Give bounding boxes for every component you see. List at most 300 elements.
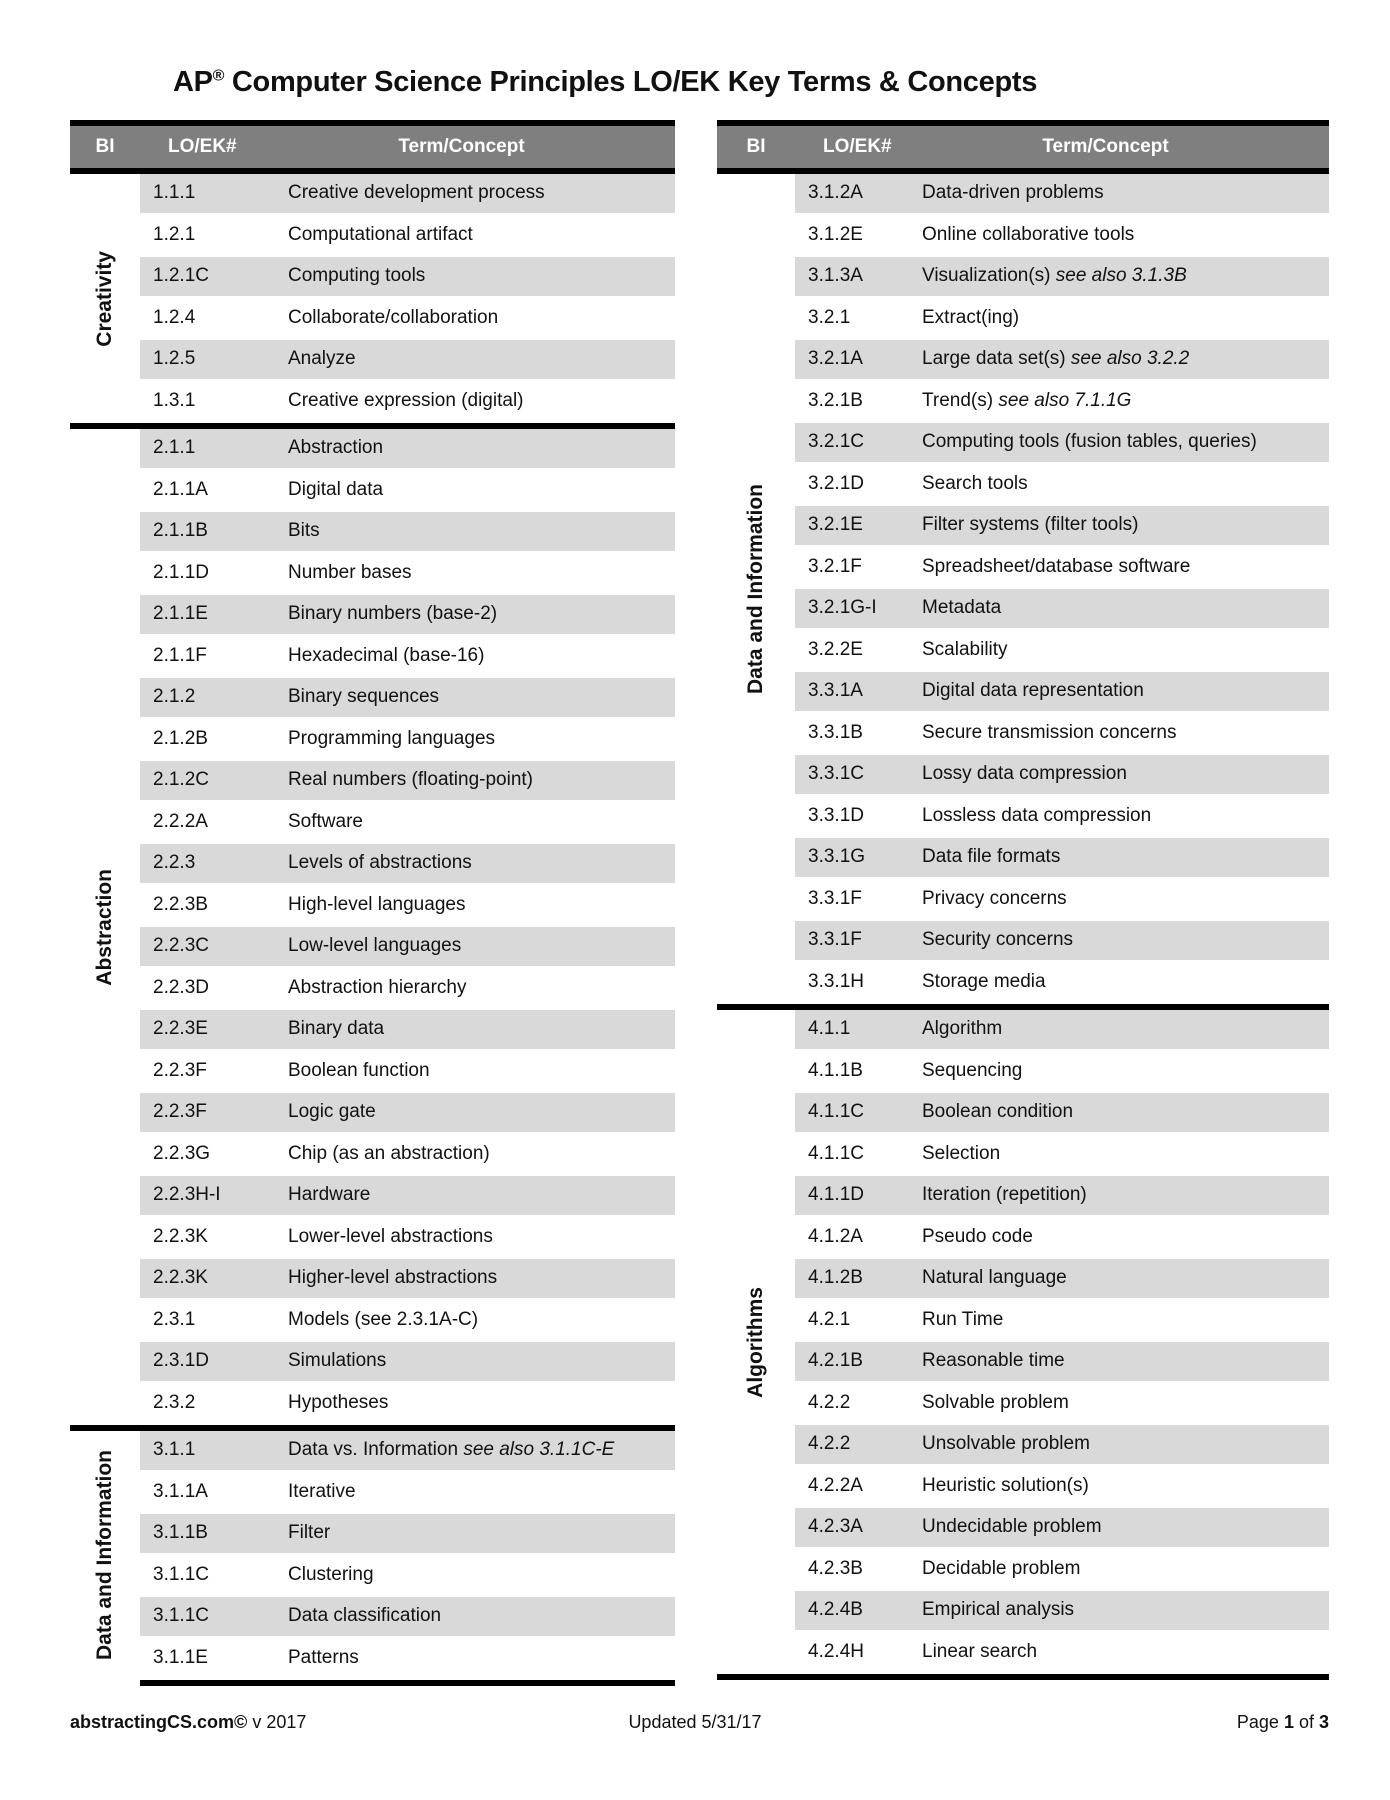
term-concept: Levels of abstractions: [288, 852, 472, 874]
row-body: [795, 838, 1329, 880]
lo-ek-code: 2.2.3D: [153, 976, 209, 998]
left-table-header: [70, 120, 675, 174]
term-concept: Scalability: [922, 638, 1008, 660]
row-body: [795, 1093, 1329, 1135]
row-body: [795, 340, 1329, 382]
table-row: [70, 512, 675, 554]
lo-ek-code: 3.1.1E: [153, 1646, 208, 1668]
lo-ek-code: 3.3.1A: [808, 680, 863, 702]
table-row: [70, 720, 675, 762]
term-concept: Decidable problem: [922, 1557, 1081, 1579]
table-row: [70, 927, 675, 969]
table-row: [717, 1052, 1329, 1094]
section-rows: [717, 174, 1329, 1004]
bi-label: [70, 429, 140, 1425]
term-concept: Sequencing: [922, 1059, 1023, 1081]
table-row: [717, 1508, 1329, 1550]
row-body: [140, 1473, 675, 1515]
lo-ek-code: 2.2.3B: [153, 893, 208, 915]
lo-ek-code: 2.1.1E: [153, 603, 208, 625]
term-concept: Number bases: [288, 561, 412, 583]
term-concept: Trend(s) see also 7.1.1G: [922, 389, 1132, 411]
lo-ek-code: 4.2.3A: [808, 1516, 863, 1538]
table-row: [70, 1384, 675, 1426]
row-body: [795, 1259, 1329, 1301]
lo-ek-code: 2.1.2C: [153, 769, 209, 791]
table-row: [717, 1550, 1329, 1592]
title-text-rest: Computer Science Principles LO/EK Key Terms & Concepts: [224, 66, 1038, 98]
lo-ek-code: 2.2.3K: [153, 1267, 208, 1289]
table-row: [717, 1093, 1329, 1135]
term-concept: Boolean function: [288, 1059, 430, 1081]
lo-ek-code: 2.1.1B: [153, 520, 208, 542]
lo-ek-code: 4.2.1B: [808, 1350, 863, 1372]
row-body: [795, 1301, 1329, 1343]
term-concept: Analyze: [288, 348, 356, 370]
table-row: [70, 1556, 675, 1598]
bi-label-text: Abstraction: [93, 868, 116, 986]
lo-ek-code: 3.1.1: [153, 1439, 196, 1461]
term-concept: Filter: [288, 1522, 331, 1544]
term-concept: High-level languages: [288, 893, 466, 915]
row-body: [795, 1342, 1329, 1384]
term-concept: Hexadecimal (base-16): [288, 644, 485, 666]
term-concept: Programming languages: [288, 727, 496, 749]
term-concept: Pseudo code: [922, 1225, 1033, 1247]
term-concept: Binary sequences: [288, 686, 440, 708]
table-row: [70, 1342, 675, 1384]
lo-ek-code: 2.2.3F: [153, 1059, 207, 1081]
bi-label-text: Data and Information: [93, 1450, 116, 1661]
table-row: [717, 672, 1329, 714]
term-concept: Lossless data compression: [922, 804, 1152, 826]
lo-ek-code: 3.2.1D: [808, 472, 864, 494]
column-header-term: Term/Concept: [398, 136, 525, 157]
row-body: [140, 886, 675, 928]
term-concept: Spreadsheet/database software: [922, 555, 1191, 577]
lo-ek-code: 3.1.1B: [153, 1522, 208, 1544]
row-body: [140, 174, 675, 216]
table-row: [70, 595, 675, 637]
registered-mark: ®: [212, 67, 225, 85]
term-concept: Reasonable time: [922, 1350, 1065, 1372]
row-body: [795, 1010, 1329, 1052]
term-concept: Extract(ing): [922, 306, 1020, 328]
row-body: [795, 423, 1329, 465]
table-row: [70, 299, 675, 341]
table-row: [70, 554, 675, 596]
row-body: [140, 1342, 675, 1384]
table-row: [717, 1135, 1329, 1177]
page-total: 3: [1318, 1712, 1329, 1732]
table-row: [70, 382, 675, 424]
lo-ek-code: 2.2.3K: [153, 1225, 208, 1247]
table-row: [717, 1218, 1329, 1260]
left-table-body: [70, 174, 675, 1686]
row-body: [795, 174, 1329, 216]
row-body: [795, 714, 1329, 756]
lo-ek-code: 1.2.4: [153, 306, 196, 328]
term-concept: Digital data representation: [922, 680, 1144, 702]
table-row: [717, 838, 1329, 880]
lo-ek-code: 2.1.1F: [153, 644, 207, 666]
term-concept: Computational artifact: [288, 223, 473, 245]
term-concept: Privacy concerns: [922, 887, 1067, 909]
row-body: [140, 969, 675, 1011]
lo-ek-code: 3.2.1F: [808, 555, 862, 577]
row-body: [795, 1550, 1329, 1592]
bi-label-text: Creativity: [93, 250, 116, 347]
row-body: [140, 1010, 675, 1052]
bi-label: [70, 174, 140, 423]
term-concept: Iterative: [288, 1480, 356, 1502]
term-concept: Binary numbers (base-2): [288, 603, 498, 625]
term-concept: Security concerns: [922, 929, 1074, 951]
bi-label-text: Algorithms: [744, 1286, 767, 1398]
row-body: [140, 299, 675, 341]
row-body: [140, 1218, 675, 1260]
table-row: [70, 1176, 675, 1218]
bi-section-creativity: [70, 174, 675, 423]
lo-ek-code: 4.1.1: [808, 1018, 851, 1040]
table-row: [717, 1342, 1329, 1384]
row-body: [140, 1052, 675, 1094]
table-row: [70, 637, 675, 679]
term-concept: Higher-level abstractions: [288, 1267, 498, 1289]
term-concept: Patterns: [288, 1646, 359, 1668]
table-row: [717, 1010, 1329, 1052]
row-body: [140, 382, 675, 424]
bi-label-text: Data and Information: [744, 483, 767, 694]
row-body: [140, 1135, 675, 1177]
term-concept: Creative expression (digital): [288, 389, 524, 411]
term-concept: Models (see 2.3.1A-C): [288, 1308, 479, 1330]
row-body: [140, 595, 675, 637]
table-row: [70, 340, 675, 382]
term-concept: Software: [288, 810, 363, 832]
lo-ek-code: 3.1.2A: [808, 182, 863, 204]
term-concept: Run Time: [922, 1308, 1004, 1330]
term-concept: Boolean condition: [922, 1101, 1074, 1123]
table-row: [70, 844, 675, 886]
lo-ek-code: 3.3.1B: [808, 721, 863, 743]
lo-ek-code: 2.1.1D: [153, 561, 209, 583]
lo-ek-code: 3.1.3A: [808, 265, 863, 287]
term-concept: Iteration (repetition): [922, 1184, 1087, 1206]
table-row: [717, 340, 1329, 382]
table-row: [717, 880, 1329, 922]
lo-ek-code: 3.1.2E: [808, 223, 863, 245]
row-body: [795, 880, 1329, 922]
table-row: [717, 963, 1329, 1005]
see-also-reference: see also 3.1.1C-E: [463, 1439, 615, 1461]
see-also-reference: see also 3.2.2: [1070, 348, 1190, 370]
lo-ek-code: 4.1.1C: [808, 1142, 864, 1164]
row-body: [795, 672, 1329, 714]
row-body: [140, 554, 675, 596]
bi-section-data-and-information: [717, 174, 1329, 1004]
row-body: [795, 1425, 1329, 1467]
section-rows: [70, 1431, 675, 1680]
lo-ek-code: 3.1.1A: [153, 1480, 208, 1502]
version-text: v 2017: [247, 1712, 307, 1732]
lo-ek-code: 3.3.1C: [808, 763, 864, 785]
left-table: [70, 120, 675, 1686]
table-row: [717, 1176, 1329, 1218]
table-bottom-border: [717, 1674, 1329, 1680]
table-row: [70, 1301, 675, 1343]
lo-ek-code: 4.2.1: [808, 1308, 851, 1330]
table-row: [70, 761, 675, 803]
lo-ek-code: 4.2.2A: [808, 1474, 863, 1496]
table-row: [717, 714, 1329, 756]
term-concept: Lossy data compression: [922, 763, 1127, 785]
lo-ek-code: 4.2.2: [808, 1433, 851, 1455]
table-row: [70, 1431, 675, 1473]
lo-ek-code: 1.3.1: [153, 389, 196, 411]
section-rows: [717, 1010, 1329, 1674]
section-rows: [70, 429, 675, 1425]
row-body: [140, 1597, 675, 1639]
table-row: [717, 1425, 1329, 1467]
lo-ek-code: 2.2.3H-I: [153, 1184, 221, 1206]
row-body: [795, 1218, 1329, 1260]
lo-ek-code: 3.2.1C: [808, 431, 864, 453]
lo-ek-code: 3.3.1F: [808, 929, 862, 951]
term-concept: Metadata: [922, 597, 1002, 619]
term-concept: Computing tools: [288, 265, 426, 287]
lo-ek-code: 4.1.1B: [808, 1059, 863, 1081]
footer-page-number: [1237, 1712, 1329, 1733]
lo-ek-code: 2.2.3F: [153, 1101, 207, 1123]
row-body: [795, 257, 1329, 299]
row-body: [140, 720, 675, 762]
term-concept: Secure transmission concerns: [922, 721, 1177, 743]
table-row: [70, 216, 675, 258]
table-row: [717, 257, 1329, 299]
lo-ek-code: 2.3.2: [153, 1391, 196, 1413]
term-concept: Real numbers (floating-point): [288, 769, 534, 791]
lo-ek-code: 3.1.1C: [153, 1563, 209, 1585]
lo-ek-code: 3.3.1H: [808, 970, 864, 992]
lo-ek-code: 2.3.1: [153, 1308, 196, 1330]
term-concept: Computing tools (fusion tables, queries): [922, 431, 1257, 453]
row-body: [140, 512, 675, 554]
term-concept: Abstraction: [288, 437, 384, 459]
term-concept: Logic gate: [288, 1101, 376, 1123]
lo-ek-code: 2.1.2: [153, 686, 196, 708]
row-body: [140, 927, 675, 969]
lo-ek-code: 3.2.1: [808, 306, 851, 328]
term-concept: Clustering: [288, 1563, 374, 1585]
term-concept: Lower-level abstractions: [288, 1225, 493, 1247]
lo-ek-code: 1.1.1: [153, 182, 196, 204]
term-concept: Online collaborative tools: [922, 223, 1135, 245]
column-header-bi: BI: [746, 136, 766, 157]
lo-ek-code: 2.2.3C: [153, 935, 209, 957]
term-concept: Undecidable problem: [922, 1516, 1102, 1538]
lo-ek-code: 4.2.2: [808, 1391, 851, 1413]
term-concept: Low-level languages: [288, 935, 462, 957]
see-also-reference: see also 7.1.1G: [998, 389, 1132, 411]
bi-label: [717, 174, 795, 1004]
lo-ek-code: 2.1.1A: [153, 478, 208, 500]
lo-ek-code: 3.3.1G: [808, 846, 866, 868]
term-concept: Simulations: [288, 1350, 387, 1372]
row-body: [795, 548, 1329, 590]
lo-ek-code: 2.1.1: [153, 437, 196, 459]
row-body: [795, 506, 1329, 548]
term-concept: Natural language: [922, 1267, 1067, 1289]
term-concept: Binary data: [288, 1018, 385, 1040]
term-concept: Unsolvable problem: [922, 1433, 1090, 1455]
lo-ek-code: 4.2.4B: [808, 1599, 863, 1621]
term-concept: Selection: [922, 1142, 1001, 1164]
term-concept: Data vs. Information see also 3.1.1C-E: [288, 1439, 615, 1461]
row-body: [795, 465, 1329, 507]
table-row: [717, 631, 1329, 673]
table-row: [717, 506, 1329, 548]
title-text: AP: [172, 66, 213, 98]
table-row: [717, 1384, 1329, 1426]
row-body: [795, 299, 1329, 341]
table-row: [70, 803, 675, 845]
row-body: [140, 471, 675, 513]
table-row: [70, 471, 675, 513]
table-row: [70, 174, 675, 216]
row-body: [140, 1639, 675, 1681]
term-concept: Collaborate/collaboration: [288, 306, 499, 328]
table-row: [717, 174, 1329, 216]
bi-label: [70, 1431, 140, 1680]
lo-ek-code: 4.2.4H: [808, 1640, 864, 1662]
lo-ek-code: 3.2.1B: [808, 389, 863, 411]
row-body: [795, 921, 1329, 963]
row-body: [140, 1301, 675, 1343]
right-table: [717, 120, 1329, 1680]
column-header-loek: LO/EK#: [823, 136, 892, 157]
lo-ek-code: 1.2.1C: [153, 265, 209, 287]
table-row: [70, 678, 675, 720]
term-concept: Data classification: [288, 1605, 442, 1627]
lo-ek-code: 3.1.1C: [153, 1605, 209, 1627]
row-body: [795, 1467, 1329, 1509]
page-title: [70, 66, 1140, 99]
term-concept: Linear search: [922, 1640, 1038, 1662]
lo-ek-code: 4.1.2B: [808, 1267, 863, 1289]
term-concept: Hardware: [288, 1184, 371, 1206]
lo-ek-code: 4.1.1C: [808, 1101, 864, 1123]
term-concept: Large data set(s) see also 3.2.2: [922, 348, 1190, 370]
table-row: [717, 755, 1329, 797]
bi-section-abstraction: [70, 429, 675, 1425]
lo-ek-code: 2.3.1D: [153, 1350, 209, 1372]
term-concept: Hypotheses: [288, 1391, 389, 1413]
table-row: [717, 382, 1329, 424]
table-row: [717, 1591, 1329, 1633]
table-row: [70, 1259, 675, 1301]
lo-ek-code: 3.2.1E: [808, 514, 863, 536]
lo-ek-code: 3.2.2E: [808, 638, 863, 660]
bi-section-algorithms: [717, 1010, 1329, 1674]
lo-ek-code: 3.2.1G-I: [808, 597, 877, 619]
row-body: [795, 1633, 1329, 1675]
section-rows: [70, 174, 675, 423]
term-concept: Heuristic solution(s): [922, 1474, 1089, 1496]
row-body: [140, 637, 675, 679]
term-concept: Search tools: [922, 472, 1028, 494]
row-body: [140, 429, 675, 471]
table-row: [717, 1301, 1329, 1343]
row-body: [140, 340, 675, 382]
lo-ek-code: 4.1.1D: [808, 1184, 864, 1206]
row-body: [140, 1259, 675, 1301]
column-header-loek: LO/EK#: [168, 136, 237, 157]
lo-ek-code: 2.2.2A: [153, 810, 208, 832]
column-header-term: Term/Concept: [1042, 136, 1169, 157]
row-body: [795, 216, 1329, 258]
site-name: abstractingCS.com: [70, 1712, 235, 1732]
lo-ek-code: 3.3.1D: [808, 804, 864, 826]
table-row: [717, 423, 1329, 465]
table-bottom-border: [140, 1680, 675, 1686]
row-body: [795, 1176, 1329, 1218]
row-body: [795, 797, 1329, 839]
row-body: [140, 1431, 675, 1473]
row-body: [140, 844, 675, 886]
term-concept: Creative development process: [288, 182, 545, 204]
table-row: [70, 257, 675, 299]
row-body: [140, 1176, 675, 1218]
table-row: [70, 1052, 675, 1094]
table-row: [717, 921, 1329, 963]
row-body: [140, 1556, 675, 1598]
row-body: [795, 1052, 1329, 1094]
footer-updated: Updated 5/31/17: [628, 1712, 762, 1732]
term-concept: Data file formats: [922, 846, 1061, 868]
lo-ek-code: 3.2.1A: [808, 348, 863, 370]
table-row: [717, 465, 1329, 507]
see-also-reference: see also 3.1.3B: [1055, 265, 1187, 287]
term-concept: Abstraction hierarchy: [288, 976, 467, 998]
row-body: [140, 803, 675, 845]
lo-ek-code: 2.2.3: [153, 852, 196, 874]
term-concept: Empirical analysis: [922, 1599, 1075, 1621]
term-concept: Filter systems (filter tools): [922, 514, 1139, 536]
term-concept: Solvable problem: [922, 1391, 1069, 1413]
term-concept: Data-driven problems: [922, 182, 1104, 204]
row-body: [795, 1384, 1329, 1426]
table-row: [70, 1010, 675, 1052]
row-body: [795, 382, 1329, 424]
table-row: [717, 548, 1329, 590]
table-row: [70, 429, 675, 471]
table-row: [70, 969, 675, 1011]
table-row: [70, 886, 675, 928]
row-body: [140, 761, 675, 803]
bi-section-data-and-information: [70, 1431, 675, 1680]
table-row: [70, 1514, 675, 1556]
table-row: [717, 299, 1329, 341]
term-concept: Digital data: [288, 478, 384, 500]
table-row: [717, 1259, 1329, 1301]
row-body: [795, 1508, 1329, 1550]
page-number: 1: [1283, 1712, 1294, 1732]
lo-ek-code: 4.1.2A: [808, 1225, 863, 1247]
table-row: [70, 1135, 675, 1177]
bi-label: [717, 1010, 795, 1674]
row-body: [140, 1093, 675, 1135]
